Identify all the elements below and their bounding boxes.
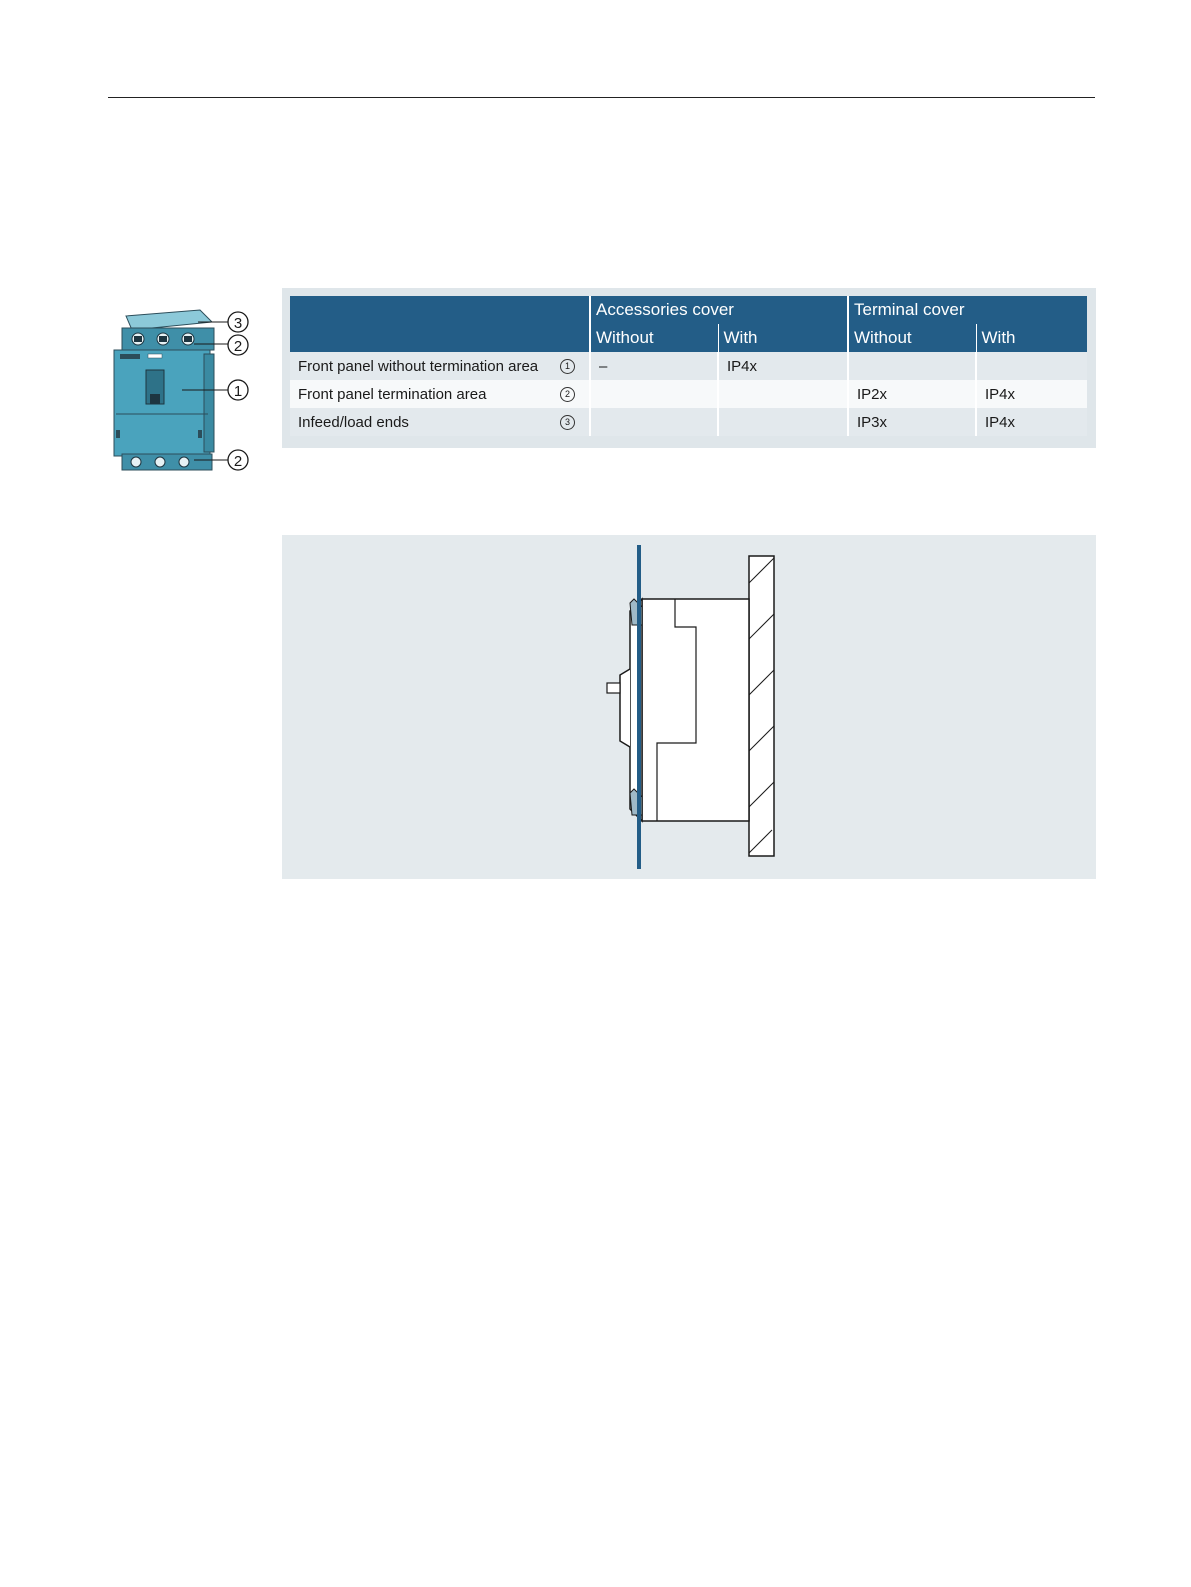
cell-acc-with: IP4x bbox=[718, 352, 848, 380]
side-view-svg bbox=[282, 535, 1096, 879]
cell-acc-without: – bbox=[590, 352, 718, 380]
front-panel-line bbox=[637, 545, 641, 869]
row-marker: 3 bbox=[560, 415, 575, 430]
header-acc-without: Without bbox=[590, 324, 718, 352]
cell-acc-with bbox=[718, 380, 848, 408]
header-blank-cell bbox=[290, 296, 590, 352]
cell-term-with: IP4x bbox=[976, 408, 1087, 436]
row-label: Front panel termination area bbox=[298, 385, 487, 403]
circuit-breaker-illustration bbox=[108, 304, 258, 476]
header-rule bbox=[108, 97, 1095, 98]
callout-label: 2 bbox=[233, 338, 243, 355]
row-label: Front panel without termination area bbox=[298, 357, 539, 375]
cell-term-without bbox=[848, 352, 976, 380]
header-terminal-cover: Terminal cover bbox=[848, 296, 1087, 324]
cell-term-with bbox=[976, 352, 1087, 380]
row-label-cell bbox=[290, 408, 590, 436]
cell-term-without: IP3x bbox=[848, 408, 976, 436]
row-label-cell bbox=[290, 380, 590, 408]
protection-table bbox=[290, 296, 1087, 436]
cell-acc-without bbox=[590, 380, 718, 408]
row-marker: 1 bbox=[560, 359, 575, 374]
table-header-row bbox=[290, 296, 1087, 324]
header-term-without: Without bbox=[848, 324, 976, 352]
row-label-cell bbox=[290, 352, 590, 380]
callout-label: 3 bbox=[233, 315, 243, 332]
header-accessories-cover: Accessories cover bbox=[590, 296, 848, 324]
row-label: Infeed/load ends bbox=[298, 413, 409, 431]
cell-term-with: IP4x bbox=[976, 380, 1087, 408]
callout-label: 2 bbox=[233, 453, 243, 470]
table-row bbox=[290, 408, 1087, 436]
protection-table-panel bbox=[282, 288, 1096, 448]
row-marker: 2 bbox=[560, 387, 575, 402]
cell-acc-with bbox=[718, 408, 848, 436]
header-acc-with: With bbox=[718, 324, 848, 352]
side-view-mounting-drawing bbox=[282, 535, 1096, 879]
header-term-with: With bbox=[976, 324, 1087, 352]
table-row bbox=[290, 352, 1087, 380]
circuit-breaker-drawing bbox=[108, 304, 258, 476]
table-row bbox=[290, 380, 1087, 408]
mounting-wall bbox=[749, 556, 774, 856]
cell-acc-without bbox=[590, 408, 718, 436]
cell-term-without: IP2x bbox=[848, 380, 976, 408]
callout-label: 1 bbox=[233, 383, 243, 400]
